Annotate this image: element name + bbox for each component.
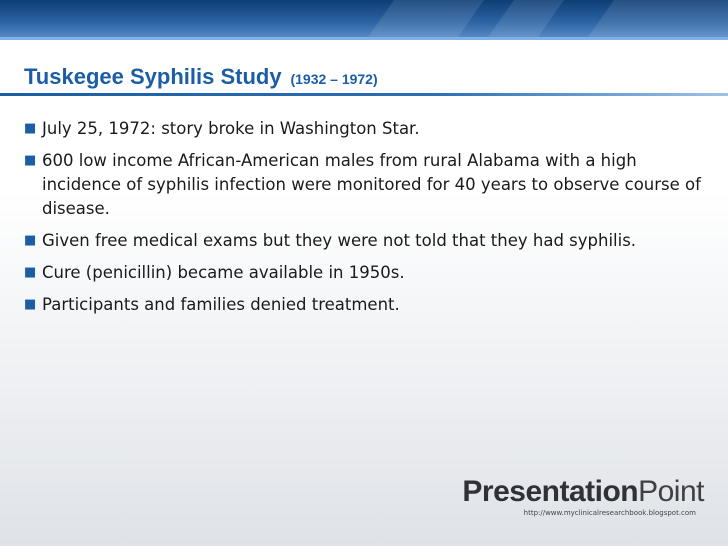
logo-brand-light: Point bbox=[638, 475, 704, 508]
list-item bbox=[24, 261, 704, 285]
list-item bbox=[24, 149, 704, 221]
square-bullet-icon: ■ bbox=[24, 121, 37, 136]
square-bullet-icon: ■ bbox=[24, 297, 37, 312]
bullet-text: Given free medical exams but they were not told that they had syphilis. bbox=[42, 231, 637, 250]
bullet-text: July 25, 1972: story broke in Washington Star. bbox=[42, 119, 420, 138]
header-decoration bbox=[366, 0, 484, 40]
list-item bbox=[24, 293, 704, 317]
header-rule bbox=[0, 37, 728, 40]
header-decoration bbox=[586, 0, 728, 40]
title-underline bbox=[0, 93, 728, 96]
bullet-list bbox=[24, 117, 704, 325]
slide-title-years: (1932 – 1972) bbox=[290, 71, 378, 87]
slide-title-main: Tuskegee Syphilis Study bbox=[24, 64, 282, 89]
list-item bbox=[24, 117, 704, 141]
square-bullet-icon: ■ bbox=[24, 153, 37, 168]
logo-brand-bold: Presentation bbox=[462, 475, 639, 508]
square-bullet-icon: ■ bbox=[24, 233, 37, 248]
logo-brand bbox=[462, 475, 704, 509]
bullet-text: Cure (penicillin) became available in 1950s. bbox=[42, 263, 405, 282]
square-bullet-icon: ■ bbox=[24, 265, 37, 280]
bullet-text: Participants and families denied treatment. bbox=[42, 295, 400, 314]
presentation-point-logo bbox=[462, 475, 704, 517]
header-bar bbox=[0, 0, 728, 40]
logo-url: http://www.myclinicalresearchbook.blogspot.com bbox=[523, 509, 696, 517]
bullet-text: 600 low income African-American males from rural Alabama with a high incidence of syphilis infection were monitored for 40 years to observe course of disease. bbox=[42, 151, 701, 218]
list-item bbox=[24, 229, 704, 253]
header-decoration bbox=[486, 0, 564, 40]
slide-title bbox=[24, 55, 378, 92]
